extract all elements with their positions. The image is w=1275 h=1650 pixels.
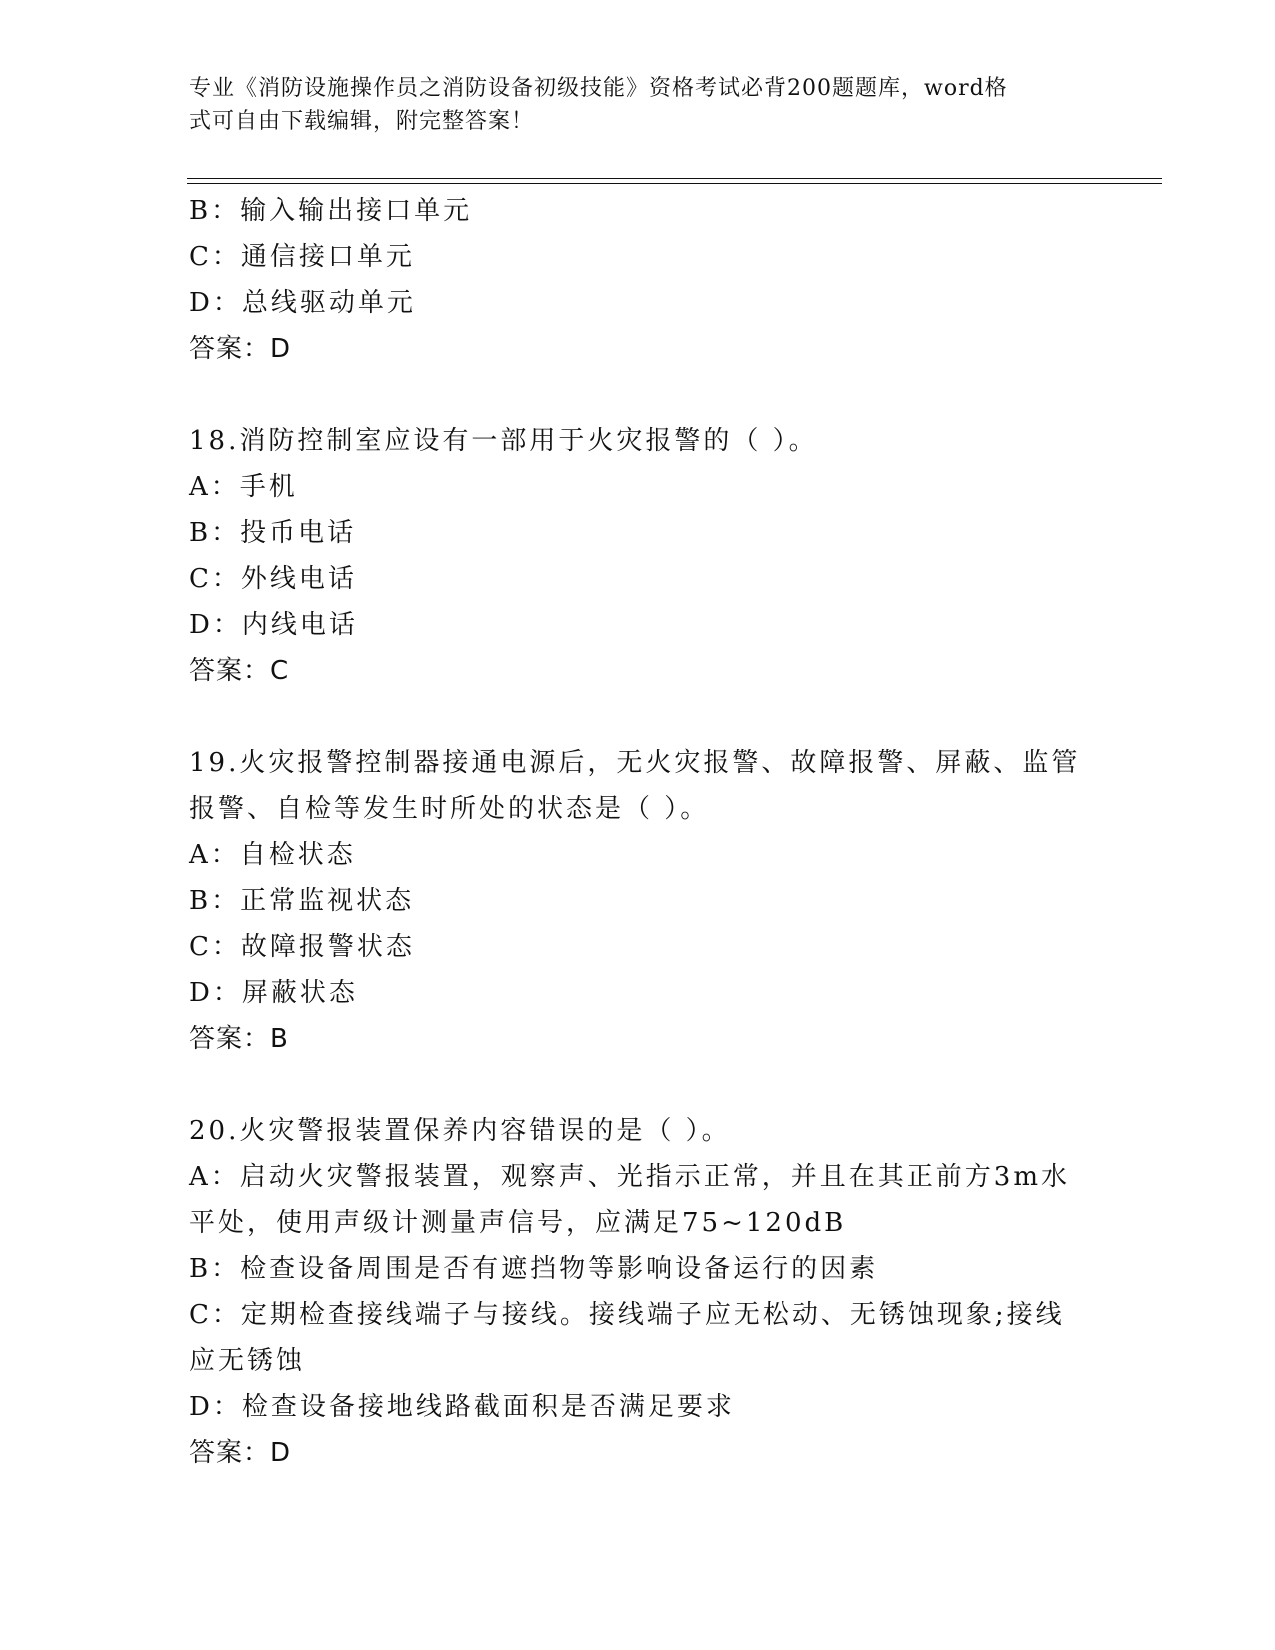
option-b: B：投币电话 [189,518,357,548]
header-line-1: 专业《消防设施操作员之消防设备初级技能》资格考试必背200题题库，word格 [189,76,1008,101]
header-divider-top [187,178,1162,179]
question-text-cont: 报警、自检等发生时所处的状态是（ ）。 [189,794,710,824]
header-divider-bottom [187,183,1162,184]
question-20 [189,1108,1089,1476]
answer: 答案：C [189,656,290,686]
question-text: 18.消防控制室应设有一部用于火灾报警的（ ）。 [189,426,818,456]
option-c: C：通信接口单元 [189,242,415,272]
spacer [189,1062,1089,1108]
option-a: A：自检状态 [189,840,356,870]
answer: 答案：D [189,334,292,364]
option-b: B：检查设备周围是否有遮挡物等影响设备运行的因素 [189,1254,879,1284]
option-c: C：外线电话 [189,564,357,594]
document-header [189,72,1069,138]
option-d: D：屏蔽状态 [189,978,358,1008]
question-text: 19.火灾报警控制器接通电源后，无火灾报警、故障报警、屏蔽、监管 [189,748,1081,778]
option-c-cont: 应无锈蚀 [189,1346,306,1376]
option-d: D：内线电话 [189,610,358,640]
option-a: A：启动火灾警报装置，观察声、光指示正常，并且在其正前方3m水 [189,1162,1070,1192]
answer: 答案：B [189,1024,289,1054]
question-list [189,188,1089,1476]
question-19 [189,740,1089,1062]
option-d: D：总线驱动单元 [189,288,416,318]
answer: 答案：D [189,1438,292,1468]
option-a: A：手机 [189,472,298,502]
question-text: 20.火灾警报装置保养内容错误的是（ ）。 [189,1116,731,1146]
question-18 [189,418,1089,694]
option-c: C：定期检查接线端子与接线。接线端子应无松动、无锈蚀现象;接线 [189,1300,1065,1330]
option-a-cont: 平处，使用声级计测量声信号，应满足75~120dB [189,1208,847,1238]
header-line-2: 式可自由下载编辑，附完整答案！ [189,109,535,134]
option-b: B：输入输出接口单元 [189,196,473,226]
question-17 [189,188,1089,372]
option-d: D：检查设备接地线路截面积是否满足要求 [189,1392,735,1422]
option-c: C：故障报警状态 [189,932,415,962]
spacer [189,372,1089,418]
option-b: B：正常监视状态 [189,886,415,916]
spacer [189,694,1089,740]
